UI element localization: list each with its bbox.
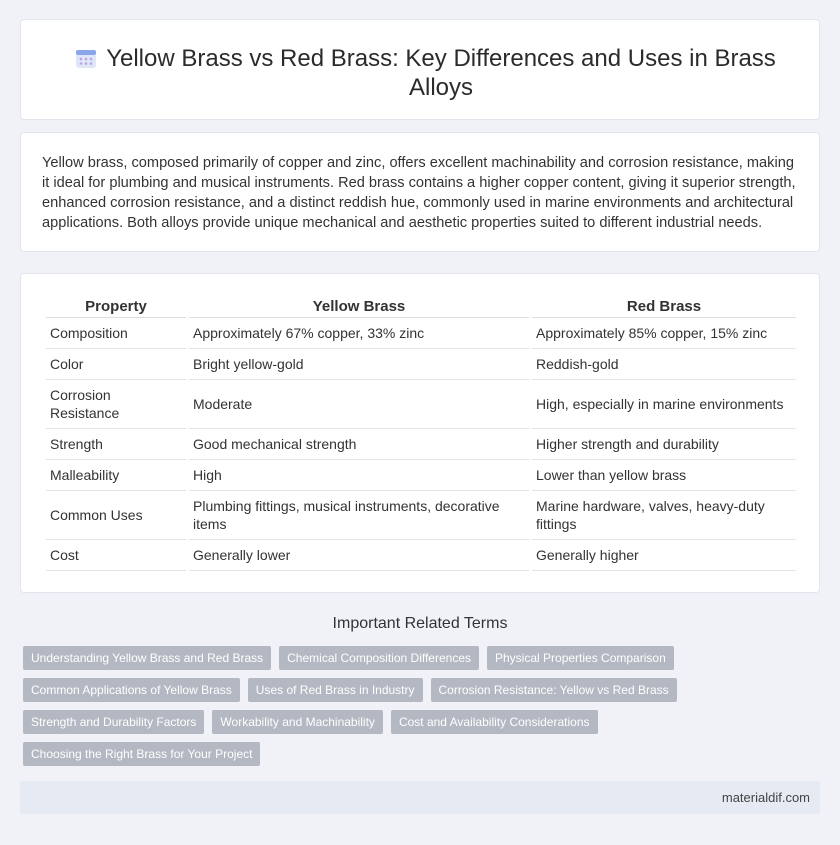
table-row: [46, 491, 796, 540]
cell-yellow: Bright yellow-gold: [189, 349, 529, 380]
comparison-table: [43, 294, 799, 571]
related-term-link[interactable]: Understanding Yellow Brass and Red Brass: [23, 646, 271, 670]
related-term-link[interactable]: Strength and Durability Factors: [23, 710, 204, 734]
cell-yellow: Approximately 67% copper, 33% zinc: [189, 318, 529, 349]
header-property: Property: [46, 294, 186, 318]
related-term-link[interactable]: Chemical Composition Differences: [279, 646, 479, 670]
table-row: [46, 318, 796, 349]
related-term-link[interactable]: Choosing the Right Brass for Your Project: [23, 742, 260, 766]
related-term-link[interactable]: Cost and Availability Considerations: [391, 710, 598, 734]
table-row: [46, 349, 796, 380]
table-row: [46, 540, 796, 571]
cell-yellow: High: [189, 460, 529, 491]
table-row: [46, 460, 796, 491]
cell-property: Strength: [46, 429, 186, 460]
cell-property: Common Uses: [46, 491, 186, 540]
table-row: [46, 380, 796, 429]
cell-red: Marine hardware, valves, heavy-duty fittings: [532, 491, 796, 540]
related-term-link[interactable]: Uses of Red Brass in Industry: [248, 678, 423, 702]
table-header-row: [46, 294, 796, 318]
page-title: Yellow Brass vs Red Brass: Key Differences and Uses in Brass Alloys: [106, 45, 776, 101]
cell-red: Generally higher: [532, 540, 796, 571]
cell-red: High, especially in marine environments: [532, 380, 796, 429]
table-row: [46, 429, 796, 460]
cell-red: Approximately 85% copper, 15% zinc: [532, 318, 796, 349]
cell-yellow: Plumbing fittings, musical instruments, decorative items: [189, 491, 529, 540]
related-term-link[interactable]: Physical Properties Comparison: [487, 646, 674, 670]
related-term-link[interactable]: Workability and Machinability: [212, 710, 383, 734]
related-terms-list: [23, 646, 803, 774]
cell-property: Composition: [46, 318, 186, 349]
cell-property: Cost: [46, 540, 186, 571]
related-term-link[interactable]: Common Applications of Yellow Brass: [23, 678, 240, 702]
intro-card: [20, 132, 820, 252]
comparison-table-card: [20, 273, 820, 593]
cell-yellow: Good mechanical strength: [189, 429, 529, 460]
related-term-link[interactable]: Corrosion Resistance: Yellow vs Red Brass: [431, 678, 677, 702]
cell-property: Color: [46, 349, 186, 380]
cell-red: Higher strength and durability: [532, 429, 796, 460]
cell-yellow: Generally lower: [189, 540, 529, 571]
footer: [20, 781, 820, 814]
cell-property: Corrosion Resistance: [46, 380, 186, 429]
title-card: [20, 19, 820, 120]
cell-yellow: Moderate: [189, 380, 529, 429]
cell-red: Lower than yellow brass: [532, 460, 796, 491]
related-terms-title: Important Related Terms: [332, 615, 508, 632]
cell-property: Malleability: [46, 460, 186, 491]
header-red-brass: Red Brass: [532, 294, 796, 318]
intro-paragraph: Yellow brass, composed primarily of copper and zinc, offers excellent machinability and corrosion resistance, making it ideal for plumbing and musical instruments. Red brass contains a higher copper content, giving it superior strength, enhanced corrosion resistance, and a distinct reddish hue, commonly used in marine environments and architectural applications. Both alloys provide unique mechanical and aesthetic properties suited to different industrial needs.: [42, 155, 796, 231]
cell-red: Reddish-gold: [532, 349, 796, 380]
header-yellow-brass: Yellow Brass: [189, 294, 529, 318]
footer-site-link[interactable]: materialdif.com: [721, 790, 810, 805]
